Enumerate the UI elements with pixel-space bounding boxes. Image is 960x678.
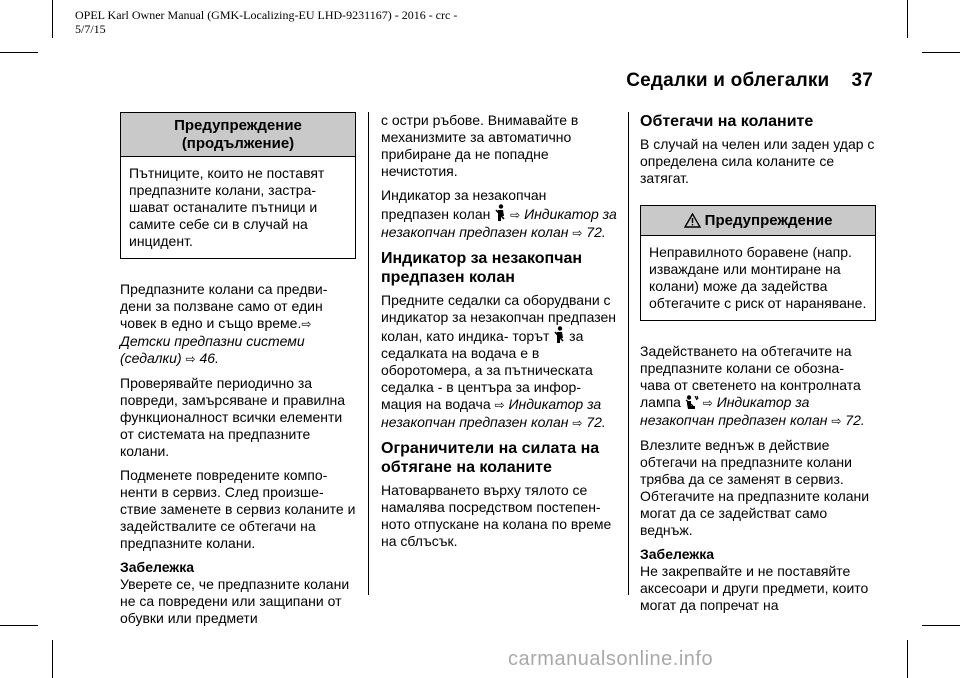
ref-arrow-icon: ⇨ [572,226,583,240]
cross-reference-link[interactable]: Индикатор за незакопчан предпазен колан ⇨ 72. [640,394,865,428]
warning-box-continued [120,112,356,259]
cross-reference-link[interactable]: Индикатор за незакопчан предпазен колан ⇨ 72. [381,396,606,430]
cross-reference-page: 72 [586,224,602,240]
ref-arrow-icon: ⇨ [572,416,583,430]
note-text: Уверете се, че предпазните колани не са повредени или защипани от обувки или предмети [120,576,350,626]
print-meta-date: 5/7/15 [75,22,106,36]
warning-title [121,113,355,157]
cross-reference-page: 72 [845,412,861,428]
column-2 [381,112,617,557]
seatbelt-reminder-icon [494,204,506,222]
paragraph [640,343,876,430]
paragraph-text: за седалката на водача е в оборотомера, а за пътническата седалка - в центъра за инфор- мация на водача [381,328,593,412]
page-header [626,70,873,92]
ref-arrow-icon: ⇨ [831,414,842,428]
section-title: Седалки и облегалки [626,70,830,91]
cross-reference-link[interactable]: Детски предпазни системи (седалки) ⇨ 46. [120,333,305,366]
warning-box [640,205,876,321]
crop-mark [52,640,53,678]
paragraph: Натоварването върху тялото се намалява посредством постепен- ното отпускане на колана по време на сблъсък. [381,482,612,549]
crop-mark [922,52,960,53]
ref-arrow-icon: ⇨ [301,317,312,331]
crop-mark [922,625,960,626]
paragraph: с остри ръбове. Внимавайте в механизмите за автоматично прибиране да не попадне нечистотия. [381,112,579,179]
paragraph-text: Задействането на обтегачите на предпазните колани се обозна- чава от светенето на контролната лампа [640,343,861,410]
paragraph: Влезлите веднъж в действие обтегачи на предпазните колани трябва да се заменят в сервиз. Обтегачите на предпазните колани могат да се задействат само веднъж. [640,437,870,538]
warning-body: Пътниците, които не поставят предпазните колани, застра- шават останалите пътници и самите себе си в случай на инцидент. [129,165,325,249]
cross-reference-link[interactable]: Индикатор за незакопчан предпазен колан ⇨ 72. [381,206,617,240]
cross-reference-page: 46 [199,350,216,366]
warning-title-text: Предупреждение [704,212,833,229]
section-heading: Ограничители на силата на обтягане на коланите [381,440,600,476]
section-heading: Обтегачи на коланите [640,113,814,130]
warning-body: Неправилното боравене (напр. изваждане или монтиране на колани) може да задейства обтегачите с риск от нараняване. [649,244,867,311]
ref-arrow-icon: ⇨ [494,398,505,412]
column-3 [640,112,876,621]
paragraph-text: Предните седалки са оборудвани с индикатор за незакопчан предпазен колан, като индика- торът [381,292,617,344]
crop-mark [52,0,53,38]
warning-title [641,206,875,236]
column-divider [628,112,629,595]
seatbelt-reminder-icon [553,326,565,344]
note-text: Не закрепвайте и не поставяйте аксесоари и други предмети, които могат да попречат на [640,563,869,613]
column-1 [120,112,356,634]
ref-arrow-icon: ⇨ [702,396,713,410]
paragraph-text: Индикатор за незакопчан предпазен колан [381,187,547,222]
crop-mark [0,625,38,626]
cross-reference-page: 72 [586,414,602,430]
seatbelt-tensioner-lamp-icon [685,395,699,410]
ref-arrow-icon: ⇨ [510,208,521,222]
paragraph: Подменете повредените компо- ненти в сервиз. След произше- ствие заменете в сервиз коланите и задействалите се обтегачи на предпазните колани. [120,467,356,551]
cross-reference-text: Индикатор за незакопчан предпазен колан [640,394,828,428]
cross-reference-text: Детски предпазни системи (седалки) [120,333,305,366]
warning-triangle-icon [684,213,701,228]
crop-mark [907,0,908,38]
crop-mark [0,52,38,53]
crop-mark [907,640,908,678]
print-meta-line: OPEL Karl Owner Manual (GMK-Localizing-EU LHD-9231167) - 2016 - crc - [75,8,458,22]
cross-reference-text: Индикатор за незакопчан предпазен колан [381,396,602,430]
warning-title-text: Предупреждение [174,117,302,134]
note-heading: Забележка [120,559,195,575]
print-meta [75,8,505,36]
paragraph: Проверявайте периодично за повреди, замърсяване и правилна функционалност всички елементи от системата на предпазните колани. [120,375,346,459]
watermark-text: carmanualsonline.info [508,648,714,670]
paragraph [381,292,617,432]
warning-subtitle-text: (продължение) [181,135,295,152]
paragraph [120,281,356,368]
ref-arrow-icon: ⇨ [185,352,196,366]
note-heading: Забележка [640,546,715,562]
section-heading: Индикатор за незакопчан предпазен колан [381,250,583,286]
paragraph [381,187,617,242]
column-divider [368,112,369,595]
paragraph: В случай на челен или заден удар с определена сила коланите се затягат. [640,136,875,186]
cross-reference-text: Индикатор за незакопчан предпазен колан [381,206,617,240]
paragraph-text: Предпазните колани са предви- дени за ползване само от един човек в едно и също време. [120,281,328,331]
page-number: 37 [851,70,873,91]
